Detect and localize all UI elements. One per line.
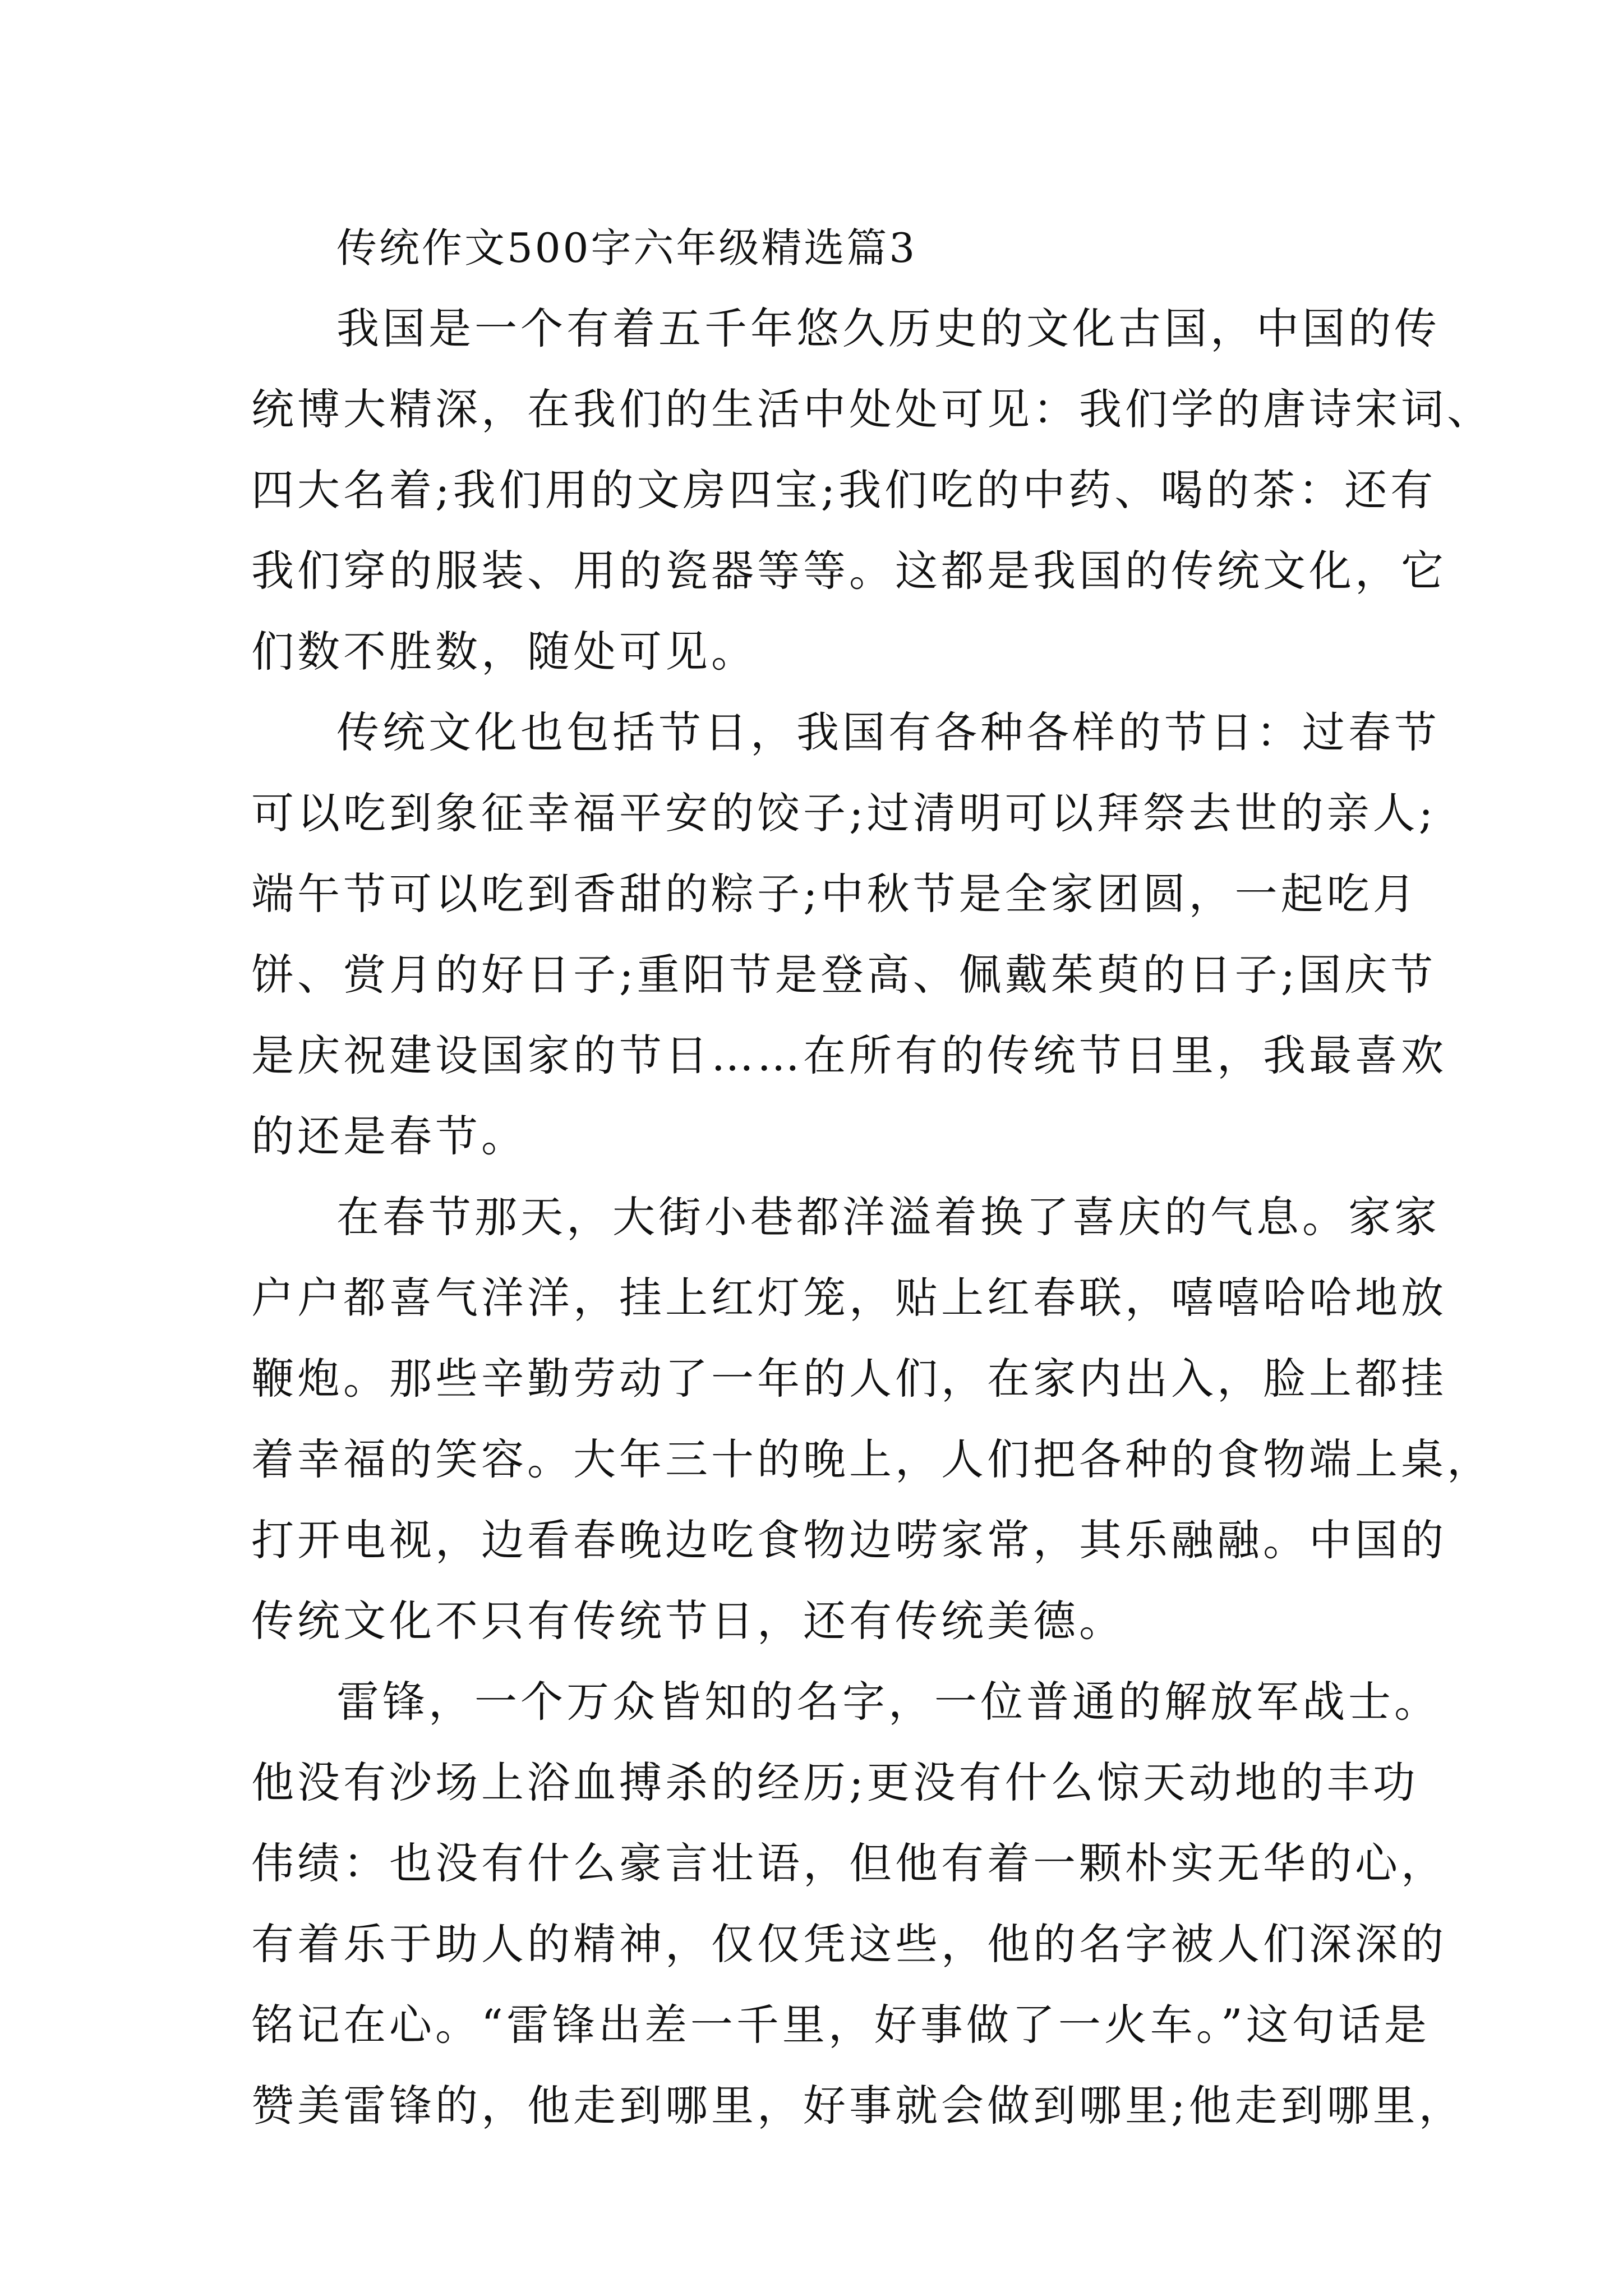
- paragraph-line: 户户都喜气洋洋，挂上红灯笼，贴上红春联，嘻嘻哈哈地放: [251, 1273, 1447, 1323]
- document-body: [251, 208, 1493, 2146]
- paragraph-4: [251, 1662, 1465, 2146]
- paragraph-line: 我们穿的服装、用的瓷器等等。这都是我国的传统文化，它: [251, 546, 1447, 596]
- paragraph-line: 是庆祝建设国家的节日……在所有的传统节日里，我最喜欢: [251, 1030, 1447, 1080]
- paragraph-line: 我国是一个有着五千年悠久历史的文化古国，中国的传: [336, 303, 1440, 353]
- paragraph-line: 统博大精深，在我们的生活中处处可见：我们学的唐诗宋词、: [251, 384, 1493, 434]
- paragraph-3: [251, 1177, 1493, 1662]
- paragraph-line: 有着乐于助人的精神，仅仅凭这些，他的名字被人们深深的: [251, 1919, 1447, 1969]
- paragraph-line: 在春节那天，大街小巷都洋溢着换了喜庆的气息。家家: [336, 1192, 1440, 1242]
- paragraph-line: 着幸福的笑容。大年三十的晚上，人们把各种的食物端上桌，: [251, 1434, 1493, 1484]
- paragraph-line: 们数不胜数，随处可见。: [251, 627, 757, 677]
- paragraph-line: 传统文化不只有传统节日，还有传统美德。: [251, 1596, 1125, 1646]
- paragraph-1: [251, 288, 1493, 692]
- paragraph-line: 的还是春节。: [251, 1111, 527, 1161]
- paragraph-line: 雷锋，一个万众皆知的名字，一位普通的解放军战士。: [336, 1677, 1440, 1727]
- paragraph-line: 打开电视，边看春晚边吃食物边唠家常，其乐融融。中国的: [251, 1515, 1447, 1565]
- paragraph-line: 伟绩：也没有什么豪言壮语，但他有着一颗朴实无华的心，: [251, 1838, 1447, 1888]
- paragraph-line: 饼、赏月的好日子;重阳节是登高、佩戴茱萸的日子;国庆节: [251, 950, 1437, 1000]
- paragraph-line: 他没有沙场上浴血搏杀的经历;更没有什么惊天动地的丰功: [251, 1757, 1419, 1807]
- paragraph-line: 四大名着;我们用的文房四宝;我们吃的中药、喝的茶：还有: [251, 465, 1437, 515]
- paragraph-line: 可以吃到象征幸福平安的饺子;过清明可以拜祭去世的亲人;: [251, 788, 1437, 838]
- paragraph-line: 铭记在心。“雷锋出差一千里，好事做了一火车。”这句话是: [251, 2000, 1430, 2050]
- paragraph-line: 鞭炮。那些辛勤劳动了一年的人们，在家内出入，脸上都挂: [251, 1354, 1447, 1404]
- document-title: 传统作文500字六年级精选篇3: [336, 224, 917, 272]
- paragraph-line: 端午节可以吃到香甜的粽子;中秋节是全家团圆，一起吃月: [251, 869, 1419, 919]
- paragraph-2: [251, 692, 1447, 1177]
- paragraph-line: 传统文化也包括节日，我国有各种各样的节日：过春节: [336, 707, 1440, 757]
- paragraph-line: 赞美雷锋的，他走到哪里，好事就会做到哪里;他走到哪里，: [251, 2081, 1465, 2131]
